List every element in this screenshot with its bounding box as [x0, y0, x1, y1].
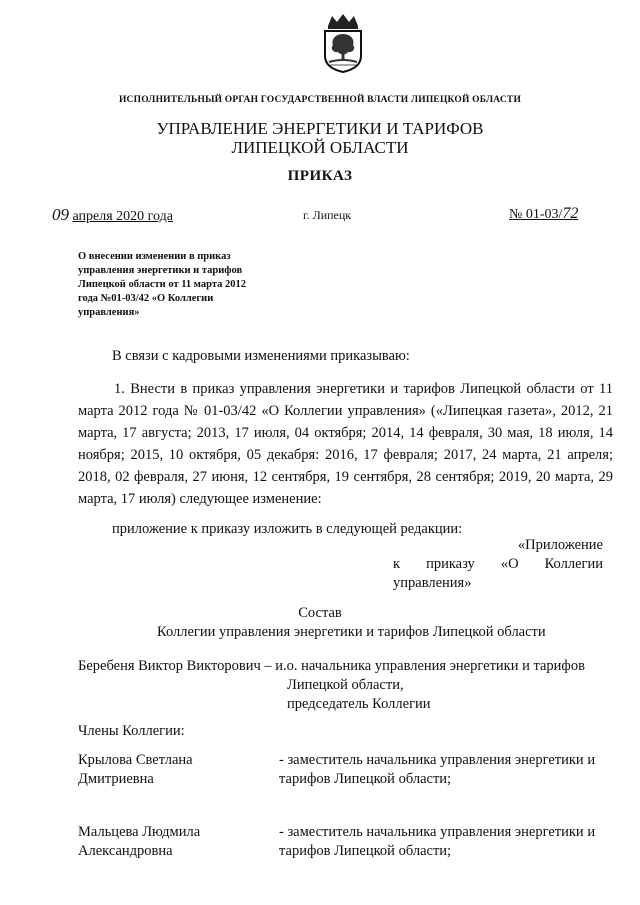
member-name — [78, 823, 268, 861]
order-number-handwritten: 72 — [562, 205, 579, 222]
order-number-prefix: № 01-03/ — [509, 207, 563, 222]
date-rest: апреля 2020 года — [72, 209, 173, 224]
date-day-handwritten: 09 — [52, 205, 69, 224]
appendix-word: «О — [500, 556, 519, 572]
appendix-word: к — [393, 556, 401, 572]
city: г. Липецк — [303, 208, 352, 222]
subject-line: года №01-03/42 «О Коллегии — [78, 293, 214, 304]
member-position-line: тарифов Липецкой области; — [279, 771, 452, 787]
members-label: Члены Коллегии: — [78, 723, 185, 739]
appendix-word: Коллегии — [544, 556, 603, 572]
chair-details — [287, 676, 431, 714]
member-position-line: - заместитель начальника управления энергетики и — [279, 752, 596, 768]
member-position-line: тарифов Липецкой области; — [279, 843, 452, 859]
subject-line: управления энергетики и тарифов — [78, 265, 243, 276]
department-name-line1: УПРАВЛЕНИЕ ЭНЕРГЕТИКИ И ТАРИФОВ — [156, 119, 484, 138]
coat-of-arms-emblem — [320, 12, 366, 74]
chair-detail-line: председатель Коллегии — [287, 696, 431, 712]
member-position — [279, 751, 609, 789]
chair-line: Беребеня Виктор Викторович – и.о. начальника управления энергетики и тарифов — [78, 658, 585, 674]
department-name — [0, 119, 640, 157]
member-position-line: - заместитель начальника управления энергетики и — [279, 824, 596, 840]
composition-title: Состав — [298, 605, 342, 621]
member-position — [279, 823, 609, 861]
issuing-authority: ИСПОЛНИТЕЛЬНЫЙ ОРГАН ГОСУДАРСТВЕННОЙ ВЛАСТИ ЛИПЕЦКОЙ ОБЛАСТИ — [118, 95, 522, 105]
preamble-paragraph: В связи с кадровыми изменениями приказываю: — [112, 348, 410, 364]
composition-subtitle: Коллегии управления энергетики и тарифов Липецкой области — [157, 624, 546, 640]
department-name-line2: ЛИПЕЦКОЙ ОБЛАСТИ — [231, 138, 409, 157]
appendix-word: приказу — [426, 556, 475, 572]
appendix-line3: управления» — [393, 575, 472, 591]
amendment-paragraph: 1. Внести в приказ управления энергетики и тарифов Липецкой области от 11 марта 2012 года № 01-03/42 «О Коллегии управления» («Липецкая газета», 2012, 21 марта, 17 августа; 2013, 17 июля, 04 октября; 2014, 14 февраля, 30 мая, 18 июля, 14 ноября; 2015, 10 октября, 05 декабря: 2016, 17 февраля; 2017, 24 марта, 21 апреля; 2018, 02 февраля, 27 июня, 12 сентября, 19 сентября, 28 сентября; 2019, 20 марта, 29 марта, 17 июля) следующее изменение: — [78, 381, 613, 507]
document-type: ПРИКАЗ — [287, 168, 353, 184]
subject-line: О внесении изменении в приказ — [78, 251, 231, 262]
subject-line: управления» — [78, 307, 140, 318]
member-name-line: Александровна — [78, 843, 173, 859]
appendix-line1: «Приложение — [517, 537, 603, 553]
redaction-paragraph: приложение к приказу изложить в следующей редакции: — [112, 521, 463, 537]
member-name-line: Крылова Светлана — [78, 752, 193, 768]
appendix-line2 — [393, 555, 603, 574]
order-date — [52, 205, 173, 225]
member-name — [78, 751, 268, 789]
subject-line: Липецкой области от 11 марта 2012 — [78, 279, 246, 290]
chair-detail-line: Липецкой области, — [287, 677, 404, 693]
order-subject — [78, 250, 293, 320]
member-name-line: Дмитриевна — [78, 771, 154, 787]
order-number — [509, 205, 578, 223]
member-name-line: Мальцева Людмила — [78, 824, 201, 840]
appendix-heading — [393, 536, 603, 593]
